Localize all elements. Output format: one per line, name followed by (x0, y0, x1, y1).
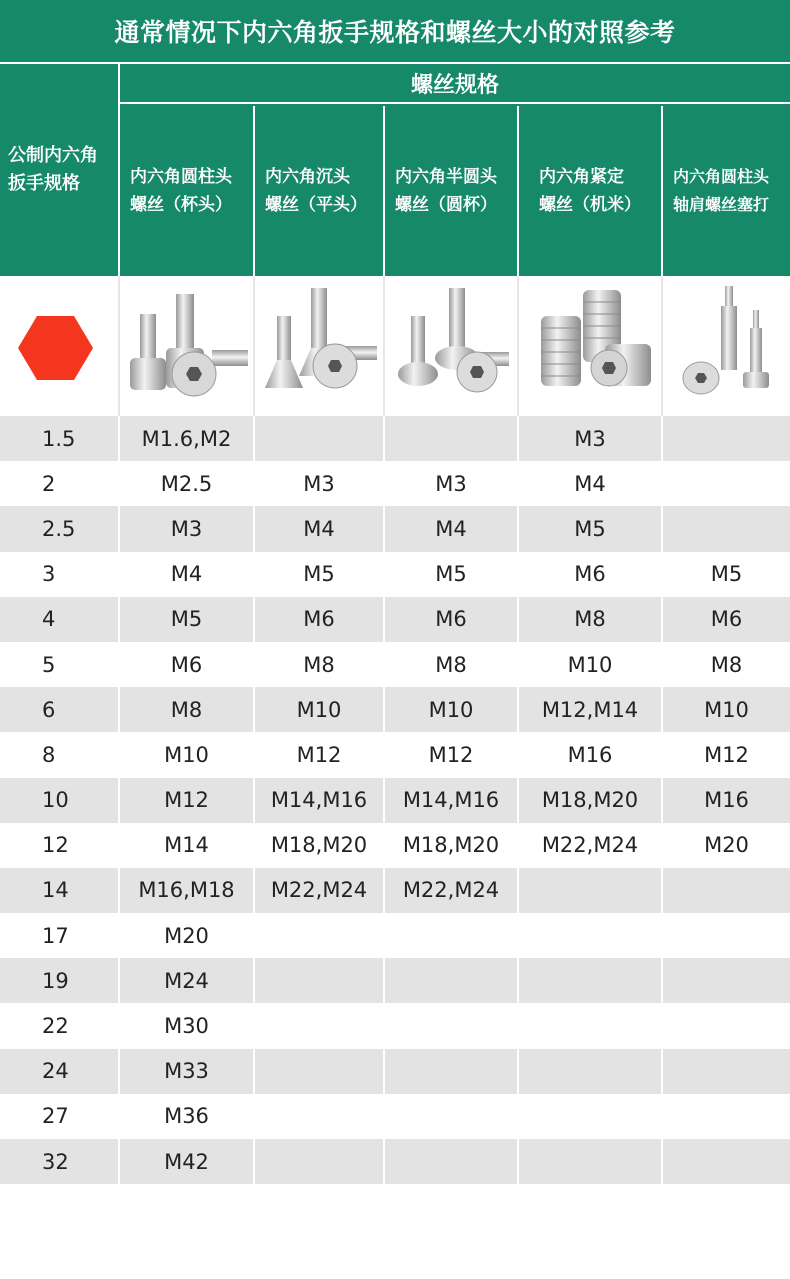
set-screw-cell (519, 1139, 661, 1184)
set-screw-cell (519, 1094, 661, 1139)
cap-screw-cell: M5 (170, 607, 203, 632)
cap-screw-cell: M1.6,M2 (141, 426, 232, 451)
button-head-screw-cell: M8 (435, 652, 467, 677)
wrench-size-cell: 2 (42, 471, 56, 496)
table-header (0, 64, 790, 276)
table-row (0, 416, 790, 461)
button-head-screw-cell (385, 1094, 517, 1139)
button-head-screw-cell (385, 1139, 517, 1184)
set-screw-cell: M16 (567, 742, 613, 767)
set-screw-cell: M3 (574, 426, 606, 451)
cap-screw-cell: M42 (164, 1149, 209, 1174)
countersunk-screw-cell: M8 (303, 652, 335, 677)
countersunk-screw-cell (255, 1094, 383, 1139)
button-head-screw-header-line2: 螺丝（圆杯） (395, 195, 497, 215)
button-head-screw-cell: M10 (428, 697, 474, 722)
table-row (0, 1094, 790, 1139)
button-head-screw-header (385, 106, 517, 276)
cap-screw-cell: M4 (170, 562, 203, 587)
countersunk-screw-cell: M18,M20 (270, 833, 368, 858)
set-screw-cell: M12,M14 (541, 697, 639, 722)
table-row (0, 958, 790, 1003)
screw-spec-group-header: 螺丝规格 (120, 64, 790, 104)
countersunk-screw-cell: M22,M24 (270, 878, 368, 903)
button-head-screw-cell: M5 (435, 562, 467, 587)
wrench-size-cell: 2.5 (42, 516, 76, 541)
shoulder-screw-header-line1: 内六角圆柱头 (673, 167, 770, 186)
table-row (0, 552, 790, 597)
shoulder-screw-cell: M5 (710, 562, 743, 587)
countersunk-screw-cell: M4 (303, 516, 335, 541)
button-head-screw-cell: M22,M24 (402, 878, 500, 903)
set-screw-cell (519, 913, 661, 958)
shoulder-screw-image (663, 276, 790, 416)
shoulder-screw-cell: M20 (704, 833, 749, 858)
countersunk-screw-cell (255, 1139, 383, 1184)
countersunk-screw-cell: M12 (296, 742, 342, 767)
table-row (0, 732, 790, 777)
button-head-screw-cell (385, 1049, 517, 1094)
set-screw-cell: M8 (574, 607, 606, 632)
button-head-screw-cell (385, 416, 517, 461)
wrench-size-cell: 3 (42, 562, 56, 587)
table-row (0, 506, 790, 551)
countersunk-screw-header-line1: 内六角沉头 (265, 167, 350, 187)
cap-screw-cell: M33 (164, 1059, 209, 1084)
cap-screw-cell: M36 (164, 1104, 209, 1129)
table-row (0, 642, 790, 687)
shoulder-screw-header (663, 106, 790, 276)
button-head-screw-cell: M14,M16 (402, 788, 500, 813)
wrench-size-header-line2: 扳手规格 (8, 173, 80, 194)
shoulder-screw-cell: M6 (710, 607, 743, 632)
table-row (0, 913, 790, 958)
shoulder-screw-header-line2: 轴肩螺丝塞打 (673, 195, 770, 214)
shoulder-screw-cell: M16 (704, 788, 749, 813)
set-screw-cell: M10 (567, 652, 613, 677)
cap-screw-cell: M6 (170, 652, 203, 677)
shoulder-screw-cell (663, 1139, 790, 1184)
countersunk-screw-cell (255, 1049, 383, 1094)
countersunk-screw-cell: M5 (303, 562, 335, 587)
cap-screw-header-line1: 内六角圆柱头 (130, 167, 232, 187)
countersunk-screw-header-line2: 螺丝（平头） (265, 195, 367, 215)
wrench-screw-table (0, 416, 790, 1184)
button-head-screw-cell: M3 (435, 471, 467, 496)
countersunk-screw-cell: M3 (303, 471, 335, 496)
wrench-size-cell: 6 (42, 697, 56, 722)
set-screw-cell: M22,M24 (541, 833, 639, 858)
wrench-size-header (0, 64, 118, 276)
shoulder-screw-cell: M10 (704, 697, 749, 722)
set-screw-cell (519, 1049, 661, 1094)
button-head-screw-cell (385, 913, 517, 958)
wrench-size-cell: 1.5 (42, 426, 76, 451)
wrench-size-cell: 17 (42, 923, 69, 948)
set-screw-header-line1: 内六角紧定 (539, 167, 624, 187)
countersunk-screw-cell (255, 958, 383, 1003)
cap-screw-cell: M30 (164, 1014, 209, 1039)
button-head-screw-cell: M12 (428, 742, 474, 767)
wrench-size-cell: 14 (42, 878, 69, 903)
screw-image-row (0, 276, 790, 416)
button-head-screw-image (385, 276, 517, 416)
button-head-screw-cell: M18,M20 (402, 833, 500, 858)
countersunk-screw-cell: M10 (296, 697, 342, 722)
wrench-size-cell: 27 (42, 1104, 69, 1129)
cap-screw-header (120, 106, 253, 276)
shoulder-screw-cell: M12 (704, 742, 749, 767)
countersunk-screw-header (255, 106, 383, 276)
cap-screw-cell: M20 (164, 923, 209, 948)
set-screw-cell: M6 (574, 562, 606, 587)
table-row (0, 1049, 790, 1094)
countersunk-screw-cell: M14,M16 (270, 788, 368, 813)
set-screw-cell (519, 958, 661, 1003)
shoulder-screw-cell: M8 (710, 652, 743, 677)
table-row (0, 868, 790, 913)
set-screw-cell (519, 868, 661, 913)
wrench-size-cell: 12 (42, 833, 69, 858)
page-title: 通常情况下内六角扳手规格和螺丝大小的对照参考 (0, 0, 790, 62)
countersunk-screw-image (255, 276, 383, 416)
cap-screw-header-line2: 螺丝（杯头） (130, 195, 232, 215)
cap-screw-image (120, 276, 253, 416)
wrench-size-cell: 5 (42, 652, 56, 677)
hexagon-icon (0, 276, 118, 416)
wrench-size-cell: 19 (42, 968, 69, 993)
button-head-screw-header-line1: 内六角半圆头 (395, 167, 497, 187)
cap-screw-cell: M10 (164, 742, 209, 767)
table-row (0, 778, 790, 823)
cap-screw-cell: M24 (164, 968, 209, 993)
shoulder-screw-cell (663, 958, 790, 1003)
wrench-size-cell: 4 (42, 607, 56, 632)
set-screw-image (519, 276, 661, 416)
button-head-screw-cell (385, 958, 517, 1003)
cap-screw-cell: M16,M18 (138, 878, 235, 903)
shoulder-screw-cell (663, 868, 790, 913)
cap-screw-cell: M12 (164, 788, 209, 813)
table-row (0, 1003, 790, 1048)
table-row (0, 597, 790, 642)
wrench-size-cell: 8 (42, 742, 56, 767)
shoulder-screw-cell (663, 461, 790, 506)
table-row (0, 823, 790, 868)
wrench-size-header-line1: 公制内六角 (8, 145, 98, 166)
set-screw-cell (519, 1003, 661, 1048)
set-screw-cell: M18,M20 (541, 788, 639, 813)
table-row (0, 1139, 790, 1184)
wrench-size-cell: 22 (42, 1014, 69, 1039)
button-head-screw-cell: M6 (435, 607, 467, 632)
button-head-screw-cell: M4 (435, 516, 467, 541)
shoulder-screw-cell (663, 1094, 790, 1139)
cap-screw-cell: M3 (170, 516, 203, 541)
table-row (0, 687, 790, 732)
countersunk-screw-cell (255, 416, 383, 461)
countersunk-screw-cell (255, 1003, 383, 1048)
wrench-size-cell: 32 (42, 1149, 69, 1174)
shoulder-screw-cell (663, 416, 790, 461)
button-head-screw-cell (385, 1003, 517, 1048)
set-screw-cell: M4 (574, 471, 606, 496)
set-screw-header (519, 106, 661, 276)
shoulder-screw-cell (663, 1049, 790, 1094)
shoulder-screw-cell (663, 1003, 790, 1048)
countersunk-screw-cell: M6 (303, 607, 335, 632)
countersunk-screw-cell (255, 913, 383, 958)
wrench-size-cell: 10 (42, 788, 69, 813)
cap-screw-cell: M8 (170, 697, 203, 722)
cap-screw-cell: M14 (164, 833, 209, 858)
wrench-size-cell: 24 (42, 1059, 69, 1084)
cap-screw-cell: M2.5 (160, 471, 213, 496)
shoulder-screw-cell (663, 506, 790, 551)
table-row (0, 461, 790, 506)
set-screw-header-line2: 螺丝（机米） (539, 195, 641, 215)
shoulder-screw-cell (663, 913, 790, 958)
set-screw-cell: M5 (574, 516, 606, 541)
